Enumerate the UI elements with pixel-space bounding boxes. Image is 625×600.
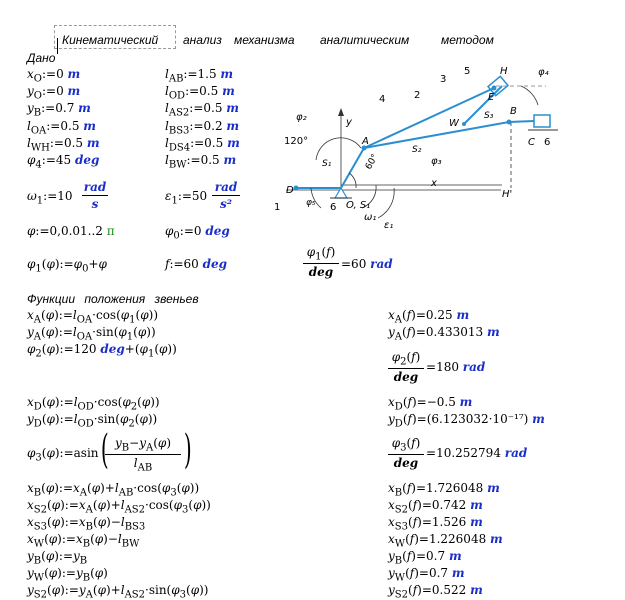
eq-phi2: $\varphi_2(\varphi):=120$ $deg+(\varphi_1(\varphi))$ (27, 342, 177, 360)
given-lWH: $l_{WH}:=0.5$ m (27, 136, 100, 154)
res-xS3: $x_{S3}(f)=1.526$ m (388, 515, 483, 533)
label-phi3: φ₃ (431, 156, 442, 167)
label-b: B (510, 106, 517, 117)
given-lOD: $l_{OD}:=0.5$ m (165, 84, 235, 102)
given-f: f:=60 deg (165, 257, 228, 271)
eps1-unit: rad s² (212, 180, 240, 211)
eq-xS2: $x_{S2}(\varphi):=x_A(\varphi)+l_{AS2}\cdot\cos(\varphi_3(\varphi))$ (27, 498, 211, 516)
label-phi4: φ₄ (538, 67, 549, 78)
label-5: 5 (464, 66, 471, 77)
link-ab (364, 122, 509, 148)
given-lOA: $l_{OA}:=0.5$ m (27, 119, 96, 137)
eq-phi3: $\varphi_3(\varphi):=asin$ (27, 446, 99, 464)
res-xW: $x_W(f)=1.226048$ m (388, 532, 503, 550)
eq-xA: $x_A(\varphi):=l_{OA}\cdot\cos(\varphi_1(\varphi))$ (27, 308, 159, 326)
angle-arc-120 (316, 138, 361, 160)
title-word-2: анализ (183, 33, 222, 47)
label-c: C (528, 137, 535, 148)
given-lDS4: $l_{DS4}:=0.5$ m (165, 136, 240, 154)
label-60: 60° (363, 152, 381, 172)
label-s1-left: S₁ (322, 159, 332, 169)
given-lAS2: $l_{AS2}:=0.5$ m (165, 101, 239, 119)
eq-xB: $x_B(\varphi):=x_A(\varphi)+l_{AB}\cdot\cos(\varphi_3(\varphi))$ (27, 481, 200, 499)
eq-xS3: $x_{S3}(\varphi):=x_B(\varphi)-l_{BS3}$ (27, 515, 146, 533)
eq-phi3-paren-left: ( (100, 427, 109, 473)
label-h-prime: H' (502, 189, 513, 200)
phi1f-frac: $\varphi_1(f)$ deg (303, 245, 339, 279)
title-word-4: аналитическим (320, 33, 410, 47)
given-omega1: $\omega_1:=10$ (27, 189, 73, 207)
label-d: D (286, 185, 294, 196)
angle-arc-phi4 (521, 86, 538, 105)
title-word-5: методом (441, 33, 494, 47)
given-yO: $y_O:=0$ m (27, 84, 81, 102)
res-xS2: $x_{S2}(f)=0.742$ m (388, 498, 483, 516)
title-word-1: Кинематический (62, 33, 159, 47)
eps1-arc (378, 188, 394, 218)
label-omega1: ω₁ (364, 212, 377, 223)
res-phi2-frac: $\varphi_2(f)$ deg (388, 350, 424, 384)
label-h: H (500, 66, 508, 77)
eq-yA: $y_A(\varphi):=l_{OA}\cdot\sin(\varphi_1(\varphi))$ (27, 325, 156, 343)
res-xD: $x_D(f)=-0.5$ m (388, 395, 473, 413)
mechanism-diagram (266, 60, 566, 230)
res-yS2: $y_{S2}(f)=0.522$ m (388, 583, 483, 600)
label-120: 120° (284, 136, 309, 147)
section-heading: Функции положения звеньев (27, 292, 199, 306)
joint-d (294, 186, 299, 191)
label-6-bottom: 6 (330, 202, 337, 213)
res-phi2-value: =180 rad (426, 360, 486, 374)
eq-yD: $y_D(\varphi):=l_{OD}\cdot\sin(\varphi_2(\varphi))$ (27, 412, 158, 430)
eq-phi3-frac: $y_B-y_A(\varphi)$ $l_{AB}$ (105, 436, 181, 474)
given-phi4: $\varphi_4:=45$ deg (27, 153, 100, 171)
ground-support-o (335, 188, 347, 198)
eq-phi3-paren-right: ) (183, 427, 192, 473)
title-word-3: механизма (234, 33, 295, 47)
eq-yS2: $y_{S2}(\varphi):=y_A(\varphi)+l_{AS2}\cdot\sin(\varphi_3(\varphi))$ (27, 583, 209, 600)
eq-xD: $x_D(\varphi):=l_{OD}\cdot\cos(\varphi_2(\varphi))$ (27, 395, 160, 413)
res-xB: $x_B(f)=1.726048$ m (388, 481, 500, 499)
link-bc (509, 121, 534, 122)
res-yB: $y_B(f)=0.7$ m (388, 549, 462, 567)
res-phi3-value: =10.252794 rad (426, 446, 528, 460)
given-heading: Дано (27, 51, 56, 65)
omega1-unit: rad s (83, 180, 107, 211)
res-yA: $y_A(f)=0.433013$ m (388, 325, 500, 343)
given-lBS3: $l_{BS3}:=0.2$ m (165, 119, 240, 137)
label-phi2: φ₂ (296, 112, 307, 123)
label-o-s1: O, S₁ (346, 200, 371, 211)
label-eps1: ε₁ (384, 220, 394, 230)
given-lBW: $l_{BW}:=0.5$ m (165, 153, 237, 171)
res-xA: $x_A(f)=0.25$ m (388, 308, 470, 326)
given-phi-range: φ:=0,0.01..2 π (27, 224, 115, 238)
label-6-right: 6 (544, 137, 551, 148)
label-4: 4 (379, 94, 386, 105)
label-s3: S₃ (484, 111, 494, 121)
given-phi1: $\varphi_1(\varphi):=\varphi_0+\varphi$ (27, 257, 107, 275)
slider-c (534, 115, 550, 127)
given-phi0: $\varphi_0:=0$ deg (165, 224, 230, 242)
eq-yW: $y_W(\varphi):=y_B(\varphi)$ (27, 566, 108, 584)
angle-arc-60 (349, 173, 356, 188)
y-axis-arrow (338, 108, 344, 116)
text-cursor (57, 38, 58, 54)
res-yD: $y_D(f)=(6.123032\cdot 10^{-17})$ m (388, 412, 545, 430)
label-a: A (362, 136, 369, 147)
label-x: x (431, 178, 437, 189)
link-wh (464, 86, 502, 124)
eq-xW: $x_W(\varphi):=x_B(\varphi)-l_{BW}$ (27, 532, 140, 550)
label-1: 1 (274, 202, 281, 213)
joint-w (462, 122, 466, 126)
joint-e (492, 86, 497, 91)
label-2: 2 (414, 90, 421, 101)
phi1f-value: =60 rad (341, 257, 393, 271)
label-phi5: φ₅ (306, 198, 316, 208)
label-3: 3 (440, 74, 447, 85)
given-yB: $y_B:=0.7$ m (27, 101, 91, 119)
res-yW: $y_W(f)=0.7$ m (388, 566, 465, 584)
given-xO: $x_O:=0$ m (27, 67, 81, 85)
eq-yB: $y_B(\varphi):=y_B$ (27, 549, 88, 567)
label-s2: S₂ (412, 145, 422, 155)
given-lAB: $l_{AB}:=1.5$ m (165, 67, 234, 85)
label-w: W (449, 118, 459, 129)
link-oa (341, 148, 364, 188)
joint-b (507, 120, 512, 125)
res-phi3-frac: $\varphi_3(f)$ deg (388, 436, 424, 470)
label-y: y (346, 117, 352, 128)
given-eps1: $\varepsilon_1:=50$ (165, 189, 208, 207)
label-e: E (488, 92, 495, 103)
